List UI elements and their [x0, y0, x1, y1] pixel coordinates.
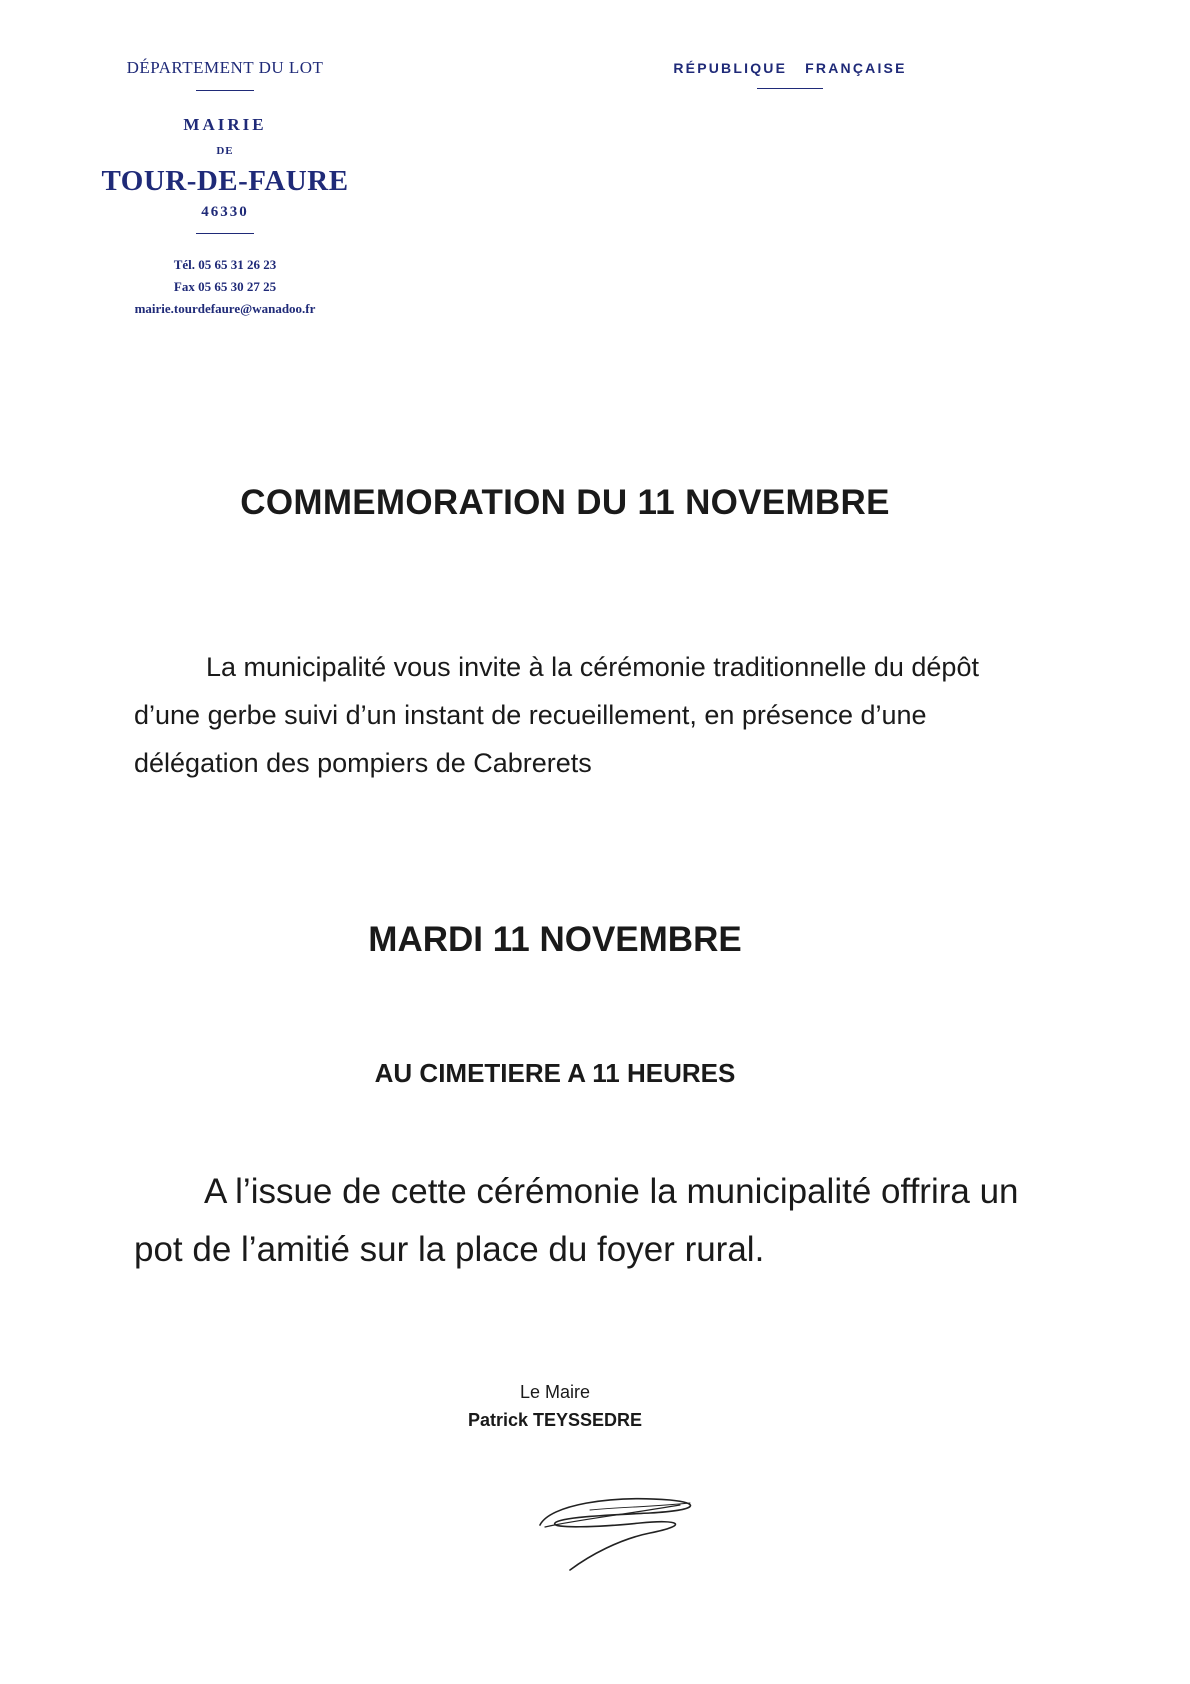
postcode: 46330: [201, 204, 249, 220]
divider-line: [196, 233, 254, 234]
fax-number: Fax 05 65 30 27 25: [173, 279, 277, 294]
letterhead-right: [640, 60, 940, 89]
closing-paragraph: [134, 1163, 1054, 1279]
invitation-paragraph: [134, 643, 1034, 787]
mairie-label: MAIRIE: [183, 115, 267, 134]
closing-text: A l’issue de cette cérémonie la municipalité offrira un pot de l’amitié sur la place du foyer rural.: [134, 1172, 1019, 1269]
department-label: DÉPARTEMENT DU LOT: [126, 58, 324, 77]
signature-role: Le Maire: [519, 1382, 591, 1402]
letterhead-left: [85, 58, 365, 320]
republic-word: RÉPUBLIQUE: [673, 60, 788, 76]
divider-line: [196, 90, 254, 91]
phone-number: Tél. 05 65 31 26 23: [173, 257, 277, 272]
event-date: MARDI 11 NOVEMBRE: [368, 920, 742, 959]
francaise-word: FRANÇAISE: [805, 60, 907, 76]
signature-name: Patrick TEYSSEDRE: [467, 1410, 643, 1430]
email-address: mairie.tourdefaure@wanadoo.fr: [134, 301, 316, 316]
republic-label: [640, 60, 940, 76]
document-title: COMMEMORATION DU 11 NOVEMBRE: [240, 483, 890, 522]
divider-line: [757, 88, 823, 89]
event-place-time: AU CIMETIERE A 11 HEURES: [374, 1058, 736, 1088]
handwritten-signature: [530, 1465, 730, 1575]
invitation-text: La municipalité vous invite à la cérémonie traditionnelle du dépôt d’une gerbe suivi d’un instant de recueillement, en présence d’une délégation des pompiers de Cabrerets: [134, 652, 979, 778]
de-label: DE: [216, 145, 234, 157]
contact-block: [85, 254, 365, 320]
town-name: TOUR-DE-FAURE: [101, 165, 349, 197]
